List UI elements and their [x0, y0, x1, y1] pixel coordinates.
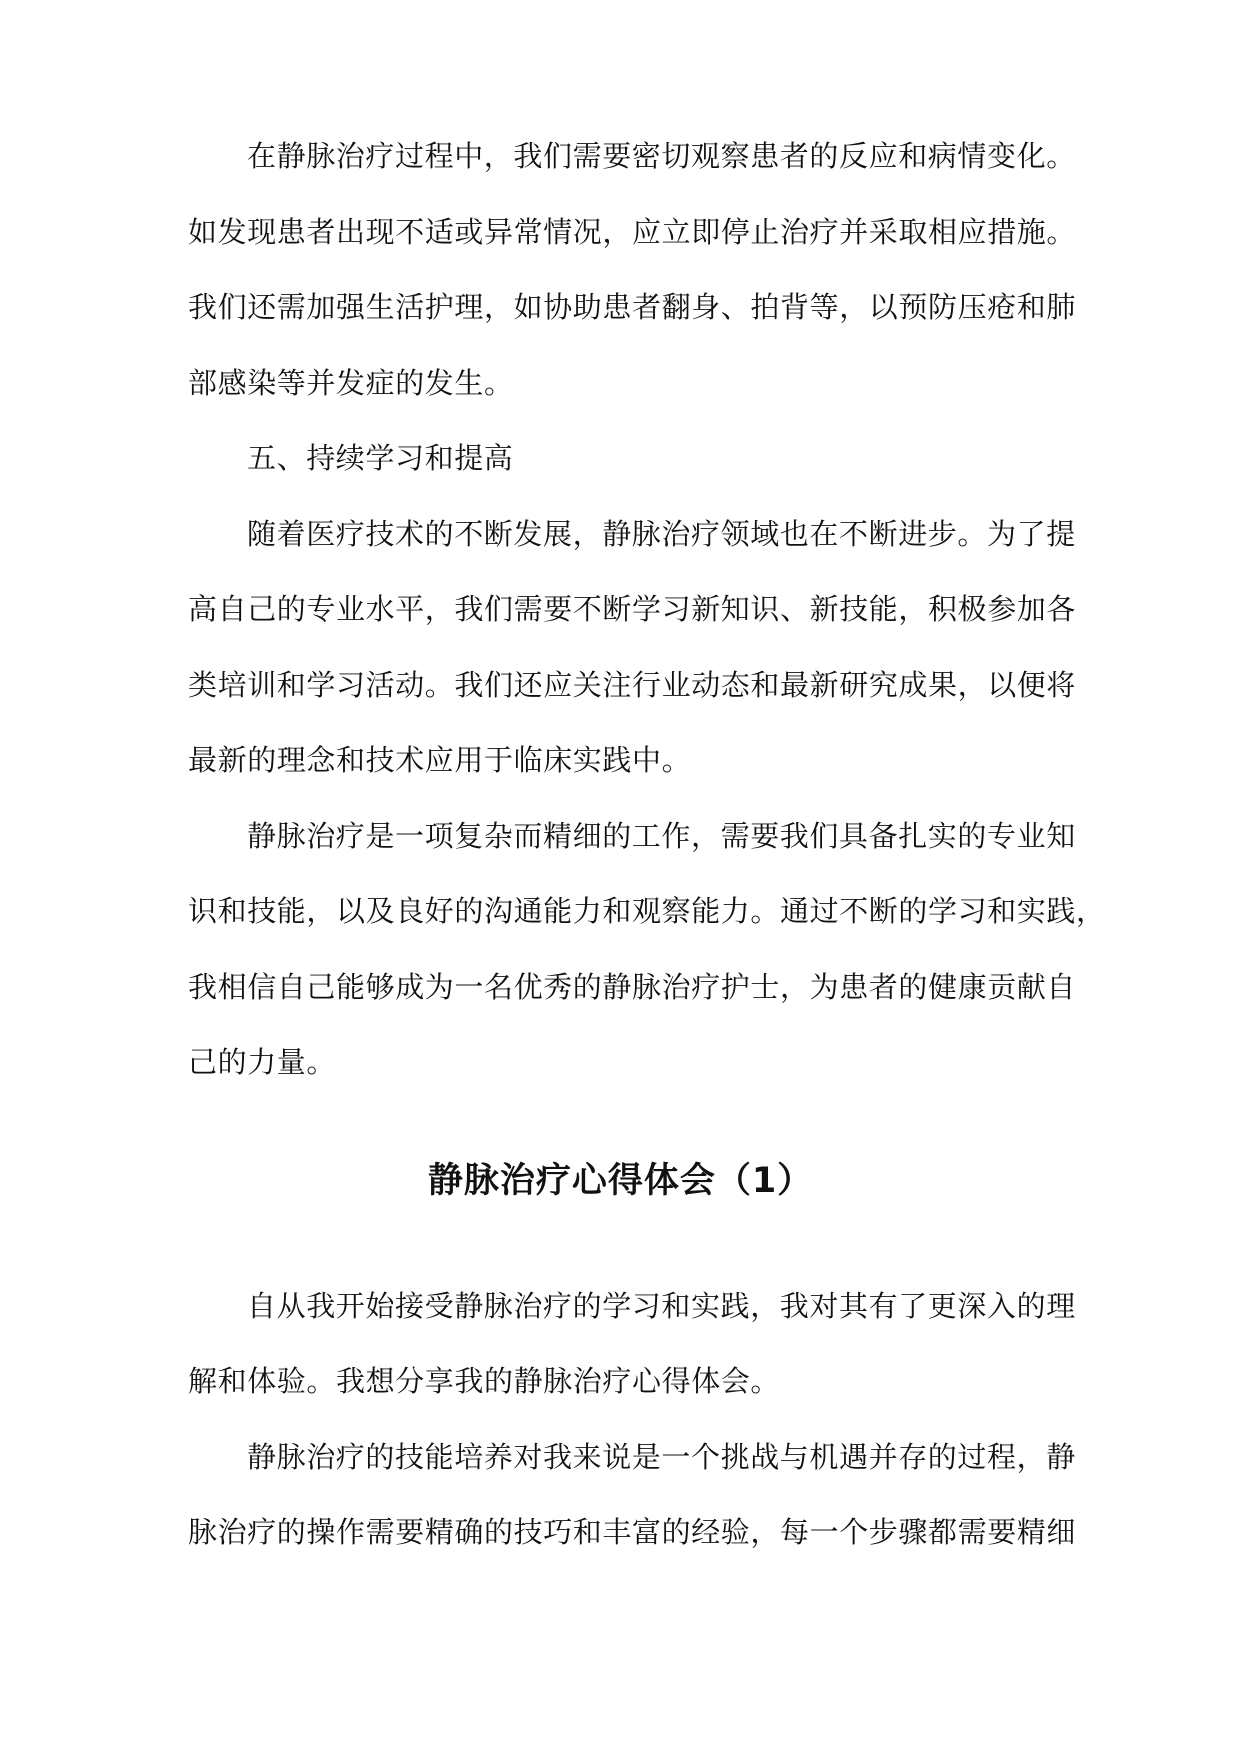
paragraph-5-line-1: 静脉治疗的技能培养对我来说是一个挑战与机遇并存的过程，静 [247, 1440, 1076, 1474]
paragraph-3-line-2: 识和技能，以及良好的沟通能力和观察能力。通过不断的学习和实践， [188, 894, 1106, 928]
paragraph-2-line-1: 随着医疗技术的不断发展，静脉治疗领域也在不断进步。为了提 [247, 517, 1076, 551]
paragraph-1-line-3: 我们还需加强生活护理，如协助患者翻身、拍背等，以预防压疮和肺 [188, 290, 1077, 324]
paragraph-1-line-2: 如发现患者出现不适或异常情况，应立即停止治疗并采取相应措施。 [188, 215, 1077, 249]
paragraph-2-line-3: 类培训和学习活动。我们还应关注行业动态和最新研究成果，以便将 [188, 668, 1077, 702]
paragraph-2-line-2: 高自己的专业水平，我们需要不断学习新知识、新技能，积极参加各 [188, 592, 1077, 626]
paragraph-1-line-4: 部感染等并发症的发生。 [188, 366, 514, 400]
paragraph-3-line-4: 己的力量。 [188, 1045, 337, 1079]
paragraph-3-line-3: 我相信自己能够成为一名优秀的静脉治疗护士，为患者的健康贡献自 [188, 970, 1077, 1004]
paragraph-4-line-2: 解和体验。我想分享我的静脉治疗心得体会。 [188, 1364, 781, 1398]
document-title: 静脉治疗心得体会（1） [427, 1161, 814, 1201]
paragraph-3-line-1: 静脉治疗是一项复杂而精细的工作，需要我们具备扎实的专业知 [247, 819, 1076, 853]
paragraph-1-line-1: 在静脉治疗过程中，我们需要密切观察患者的反应和病情变化。 [247, 139, 1076, 173]
section-subheading: 五、持续学习和提高 [247, 441, 514, 475]
paragraph-2-line-4: 最新的理念和技术应用于临床实践中。 [188, 743, 692, 777]
paragraph-5-line-2: 脉治疗的操作需要精确的技巧和丰富的经验，每一个步骤都需要精细 [188, 1515, 1077, 1549]
paragraph-4-line-1: 自从我开始接受静脉治疗的学习和实践，我对其有了更深入的理 [247, 1289, 1076, 1323]
